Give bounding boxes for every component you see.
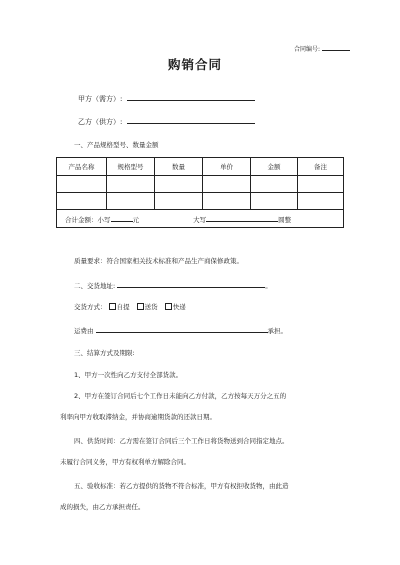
option-delivery-label: 送货: [144, 303, 158, 311]
table-total-row: [57, 210, 344, 228]
freight-suffix: 承担。: [267, 327, 287, 335]
total-lowercase-blank[interactable]: [111, 214, 133, 222]
contract-number-row: [294, 43, 350, 53]
quality-requirement: 质量要求：符合国家相关技术标准和产品生产商保修政策。: [74, 257, 243, 265]
table-row: [57, 176, 344, 193]
option-self-pickup[interactable]: [109, 303, 130, 311]
table-row: [57, 193, 344, 210]
freight-row: [74, 325, 287, 335]
table-cell[interactable]: [298, 176, 344, 193]
col-header-product: 产品名称: [57, 158, 107, 176]
freight-prefix: 运费由: [74, 327, 94, 335]
col-header-quantity: 数量: [155, 158, 203, 176]
buyer-label: 甲方（需方）:: [78, 95, 123, 103]
capital-label: 大写: [193, 215, 207, 224]
total-amount-cell: [57, 210, 344, 228]
checkbox-icon[interactable]: [109, 303, 116, 310]
table-cell[interactable]: [203, 193, 251, 210]
col-header-remarks: 备注: [298, 158, 344, 176]
section5-line2: 成的损失，由乙方承担责任。: [60, 503, 145, 511]
table-header-row: [57, 158, 344, 176]
section3-item2-line1: 2、甲方在签订合同后七个工作日未能向乙方付款，乙方按每天万分之五的: [74, 392, 287, 400]
delivery-method-row: [74, 302, 186, 311]
capital-unit: 圆整: [278, 215, 292, 224]
page-title: 购销合同: [168, 57, 223, 72]
buyer-name-blank[interactable]: [127, 93, 255, 101]
section2-heading: 二、交货地址:: [74, 282, 116, 290]
section5-line1: 五、验收标准：若乙方提供的货物不符合标准，甲方有权拒收货物，由此造: [74, 482, 289, 490]
table-cell[interactable]: [57, 193, 107, 210]
total-capital-blank[interactable]: [206, 214, 278, 222]
product-spec-table: [56, 157, 344, 228]
table-cell[interactable]: [251, 176, 298, 193]
table-cell[interactable]: [107, 176, 155, 193]
contract-number-blank[interactable]: [322, 43, 350, 51]
checkbox-icon[interactable]: [165, 303, 172, 310]
table-cell[interactable]: [107, 193, 155, 210]
section1-heading: 一、产品规格型号、数量金额: [74, 141, 159, 149]
table-cell[interactable]: [203, 176, 251, 193]
buyer-row: [78, 93, 255, 104]
option-express[interactable]: [165, 303, 186, 311]
delivery-address-end: 。: [265, 282, 272, 290]
table-cell[interactable]: [298, 193, 344, 210]
table-cell[interactable]: [155, 193, 203, 210]
section3-item2-line2: 利率向甲方收取滞纳金，并协商逾期货款的还款日期。: [60, 413, 216, 421]
delivery-address-blank[interactable]: [117, 280, 265, 288]
table-cell[interactable]: [251, 193, 298, 210]
col-header-model: 规格型号: [107, 158, 155, 176]
col-header-unit-price: 单价: [203, 158, 251, 176]
contract-number-label: 合同编号:: [294, 46, 321, 53]
delivery-method-label: 交货方式：: [74, 303, 107, 311]
delivery-address-row: [74, 280, 272, 290]
section4-line2: 未履行合同义务，甲方有权利单方解除合同。: [60, 458, 190, 466]
total-unit: 元: [132, 215, 139, 224]
table-cell[interactable]: [155, 176, 203, 193]
option-express-label: 快递: [172, 303, 186, 311]
section3-heading: 三、结算方式及期限:: [74, 349, 135, 357]
section3-item1: 1、甲方一次性向乙方支付全部货款。: [74, 371, 183, 379]
seller-row: [78, 116, 255, 127]
freight-payer-blank[interactable]: [96, 325, 268, 333]
checkbox-icon[interactable]: [137, 303, 144, 310]
table-cell[interactable]: [57, 176, 107, 193]
seller-name-blank[interactable]: [127, 116, 255, 124]
seller-label: 乙方（供方）:: [78, 118, 123, 126]
option-self-pickup-label: 自提: [116, 303, 130, 311]
col-header-amount: 金额: [251, 158, 298, 176]
total-label: 合计金额：小写: [65, 215, 111, 224]
option-delivery[interactable]: [137, 303, 158, 311]
section4-line1: 四、供货时间：乙方需在签订合同后三个工作日将货物送到合同指定地点。: [74, 437, 289, 445]
